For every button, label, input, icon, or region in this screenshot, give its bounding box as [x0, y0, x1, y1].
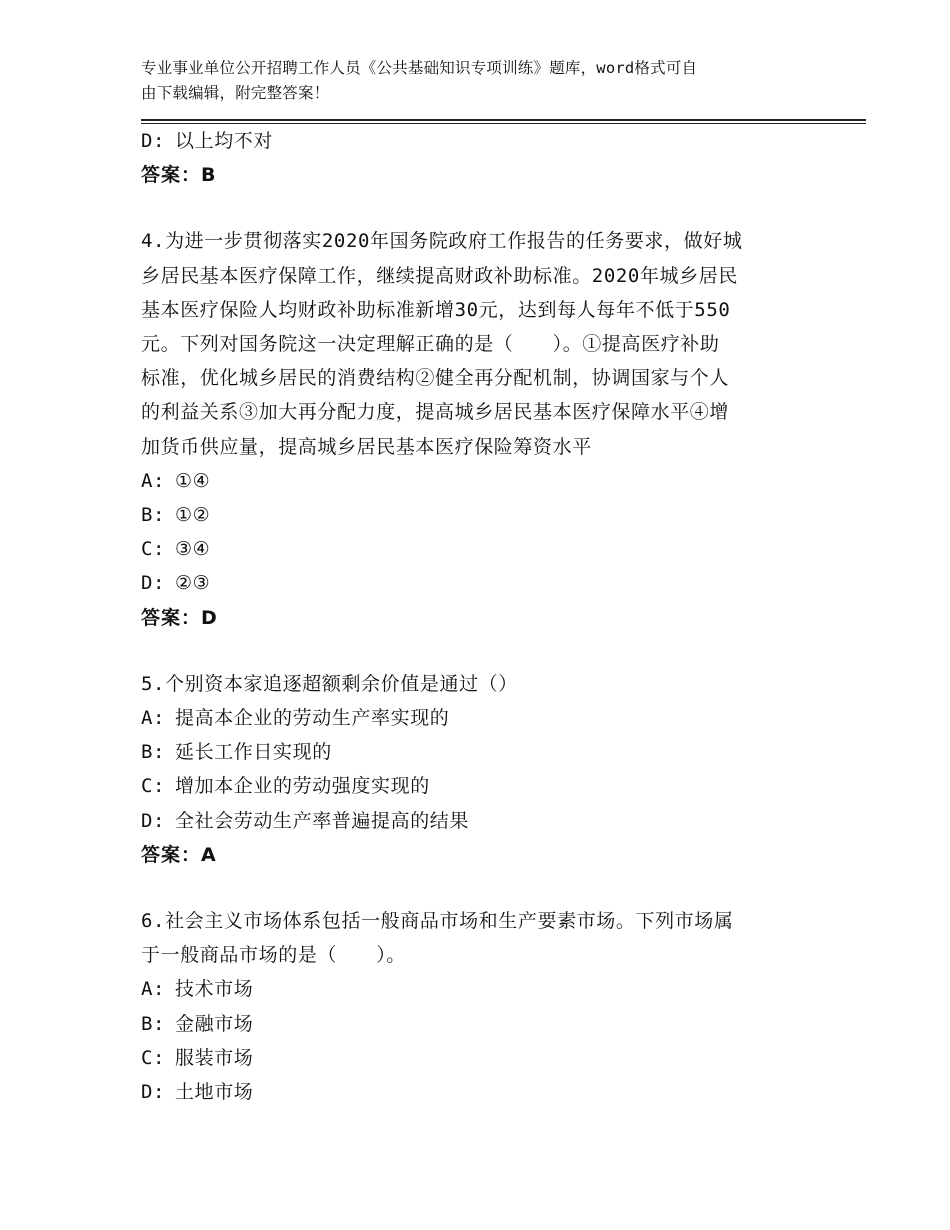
q4-stem-line: 元。下列对国务院这一决定理解正确的是（ ）。①提高医疗补助: [141, 333, 720, 356]
option-letter: B:: [141, 504, 166, 527]
option-letter: A:: [141, 707, 166, 730]
option-letter: C:: [141, 538, 166, 561]
option-text: 服装市场: [175, 1046, 254, 1069]
option-letter: A:: [141, 469, 166, 492]
option-text: ①④: [175, 469, 211, 492]
q4-stem-line: 4.为进一步贯彻落实2020年国务院政府工作报告的任务要求，做好城: [141, 230, 743, 253]
option-letter: D:: [141, 572, 166, 595]
option-text: ③④: [175, 538, 211, 561]
q3-answer: 答案：B: [141, 164, 217, 187]
option-text: 全社会劳动生产率普遍提高的结果: [175, 809, 470, 832]
option-letter: C:: [141, 1046, 166, 1069]
option-text: 金融市场: [175, 1012, 254, 1035]
q4-stem-line: 的利益关系③加大再分配力度，提高城乡居民基本医疗保障水平④增: [141, 401, 730, 424]
q4-option-b: [141, 498, 811, 532]
q6-option-b: [141, 1007, 811, 1041]
option-letter: D:: [141, 1081, 166, 1104]
q4-answer: 答案：D: [141, 606, 218, 629]
q5-answer: 答案：A: [141, 843, 217, 866]
q4-stem-line: 标准，优化城乡居民的消费结构②健全再分配机制，协调国家与个人: [141, 367, 730, 390]
q4-stem-line: 乡居民基本医疗保障工作，继续提高财政补助标准。2020年城乡居民: [141, 264, 738, 287]
q6-option-a: [141, 972, 811, 1006]
option-text: 延长工作日实现的: [175, 741, 332, 764]
option-letter: A:: [141, 978, 166, 1001]
q4-option-a: [141, 464, 811, 498]
option-text: 以上均不对: [175, 130, 274, 152]
option-letter: B:: [141, 1012, 166, 1035]
question-5: [141, 667, 811, 872]
q3-option-d: [141, 124, 811, 158]
q6-stem-line: 于一般商品市场的是（ ）。: [141, 944, 406, 967]
q4-option-d: [141, 566, 811, 600]
option-letter: D:: [141, 809, 166, 832]
q6-stem-line: 6.社会主义市场体系包括一般商品市场和生产要素市场。下列市场属: [141, 910, 734, 933]
header-line-2: 由下载编辑，附完整答案！: [141, 84, 330, 102]
option-text: ①②: [175, 504, 211, 527]
q5-option-a: [141, 701, 811, 735]
q6-option-c: [141, 1041, 811, 1075]
q4-option-c: [141, 532, 811, 566]
spacer: [141, 192, 811, 224]
q4-stem-line: 基本医疗保险人均财政补助标准新增30元，达到每人每年不低于550: [141, 298, 731, 321]
question-content: [141, 124, 811, 1109]
q5-option-b: [141, 735, 811, 769]
q6-option-d: [141, 1075, 811, 1109]
q5-option-c: [141, 769, 811, 803]
question-4: [141, 224, 811, 634]
option-text: 土地市场: [175, 1081, 254, 1104]
option-text: 提高本企业的劳动生产率实现的: [175, 707, 450, 730]
q5-option-d: [141, 804, 811, 838]
option-text: 技术市场: [175, 978, 254, 1001]
option-letter: B:: [141, 741, 166, 764]
q4-stem-line: 加货币供应量，提高城乡居民基本医疗保险筹资水平: [141, 435, 592, 458]
question-6: [141, 904, 811, 1109]
spacer: [141, 635, 811, 667]
page-header: [141, 56, 811, 106]
option-text: ②③: [175, 572, 211, 595]
question-3-tail: [141, 124, 811, 192]
option-letter: C:: [141, 775, 166, 798]
q5-stem-line: 5.个别资本家追逐超额剩余价值是通过（）: [141, 672, 518, 695]
header-line-1: 专业事业单位公开招聘工作人员《公共基础知识专项训练》题库，word格式可自: [141, 59, 698, 77]
option-text: 增加本企业的劳动强度实现的: [175, 775, 430, 798]
spacer: [141, 872, 811, 904]
option-letter: D:: [141, 130, 166, 152]
